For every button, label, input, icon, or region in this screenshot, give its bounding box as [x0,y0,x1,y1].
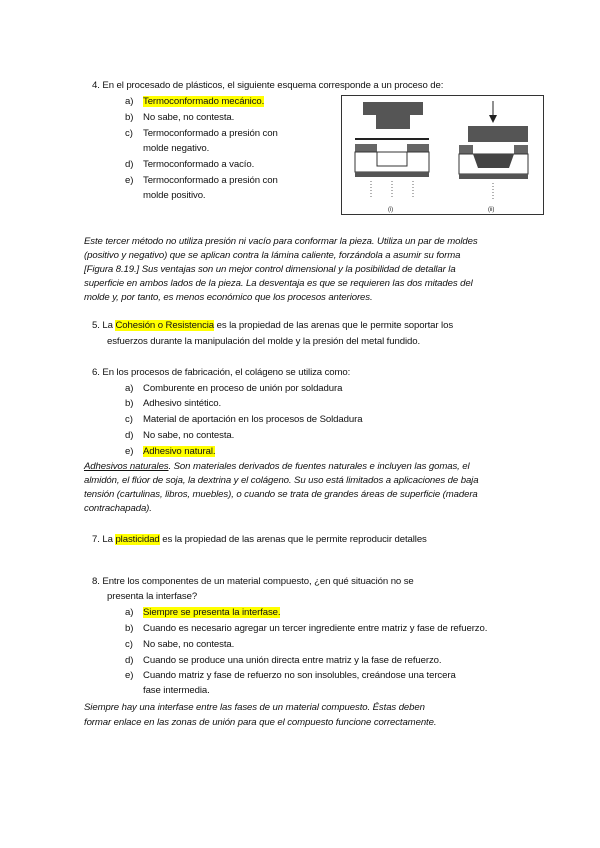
q4-option-a: a) Termoconformado mecánico. [125,96,265,107]
q4-option-b: b) No sabe, no contesta. [125,112,235,123]
q4-explanation-line: [Figura 8.19.] Sus ventajas son un mejor control dimensional y la posibilidad de detallar la [84,264,456,275]
q5-answer: Cohesión o Resistencia [115,320,215,331]
q6-explanation-title: Adhesivos naturales [84,461,169,472]
q6-option-a: a) Comburente en proceso de unión por soldadura [125,383,343,394]
q4-option-c-cont: molde negativo. [143,143,210,154]
q8-question: 8. Entre los componentes de un material compuesto, ¿en qué situación no se [92,576,414,587]
q4-explanation-line: Este tercer método no utiliza presión ni vacío para conformar la pieza. Utiliza un par de moldes [84,236,478,247]
q8-explanation-line: formar enlace en las zonas de unión para que el compuesto funcione correctamente. [84,717,437,728]
q6-question: 6. En los procesos de fabricación, el colágeno se utiliza como: [92,367,351,378]
q7-answer: plasticidad [115,534,160,545]
q6-explanation-line: tensión (cartulinas, libros, muebles), o cuando se trata de grandes áreas de superficie (madera [84,489,478,500]
diagram-stage-2 [459,101,528,213]
q5-statement: 5. La Cohesión o Resistencia es la propiedad de las arenas que le permite soportar los [92,320,454,331]
thermoforming-diagram [341,95,544,215]
q8-question-cont: presenta la interfase? [107,591,198,602]
q7-statement: 7. La plasticidad es la propiedad de las arenas que le permite reproducir detalles [92,534,427,545]
q4-question: 4. En el procesado de plásticos, el siguiente esquema corresponde a un proceso de: [92,80,444,91]
q4-option-e-cont: molde positivo. [143,190,206,201]
q8-option-d: d) Cuando se produce una unión directa entre matriz y la fase de refuerzo. [125,655,442,666]
q6-option-d: d) No sabe, no contesta. [125,430,235,441]
q6-option-e: e) Adhesivo natural. [125,446,216,457]
q4-explanation-line: molde y, por tanto, es menos económico que los procesos anteriores. [84,292,373,303]
q8-option-e: e) Cuando matriz y fase de refuerzo no son insolubles, creándose una tercera [125,670,456,681]
q8-option-a: a) Siempre se presenta la interfase. [125,607,281,618]
q4-option-d: d) Termoconformado a vacío. [125,159,255,170]
q8-option-e-cont: fase intermedia. [143,685,210,696]
diagram-stage-1 [355,102,429,213]
diagram-label-ii: (ii) [488,207,495,213]
q6-explanation-line: Adhesivos naturales. Son materiales derivados de fuentes naturales e incluyen las gomas, el [84,461,470,472]
q5-statement-cont: esfuerzos durante la manipulación del molde y la presión del metal fundido. [107,336,421,347]
q6-explanation-line: contrachapada). [84,503,152,514]
q6-explanation-line: almidón, el flúor de soja, la dextrina y el colágeno. Su uso está limitados a aplicaciones de baja [84,475,479,486]
diagram-label-i: (i) [388,207,394,213]
q4-option-e: e) Termoconformado a presión con [125,175,278,186]
q6-option-b: b) Adhesivo sintético. [125,398,222,409]
q4-option-c: c) Termoconformado a presión con [125,128,278,139]
q8-option-b: b) Cuando es necesario agregar un tercer ingrediente entre matriz y fase de refuerzo. [125,623,488,634]
q4-explanation-line: superficie en ambos lados de la pieza. La desventaja es que se requieren las dos mitades del [84,278,473,289]
q6-option-c: c) Material de aportación en los procesos de Soldadura [125,414,363,425]
q8-explanation-line: Siempre hay una interfase entre las fases de un material compuesto. Éstas deben [84,702,425,713]
q4-explanation-line: (positivo y negativo) que se aplican contra la lámina caliente, forzándola a asumir su forma [84,250,461,261]
q8-option-c: c) No sabe, no contesta. [125,639,235,650]
